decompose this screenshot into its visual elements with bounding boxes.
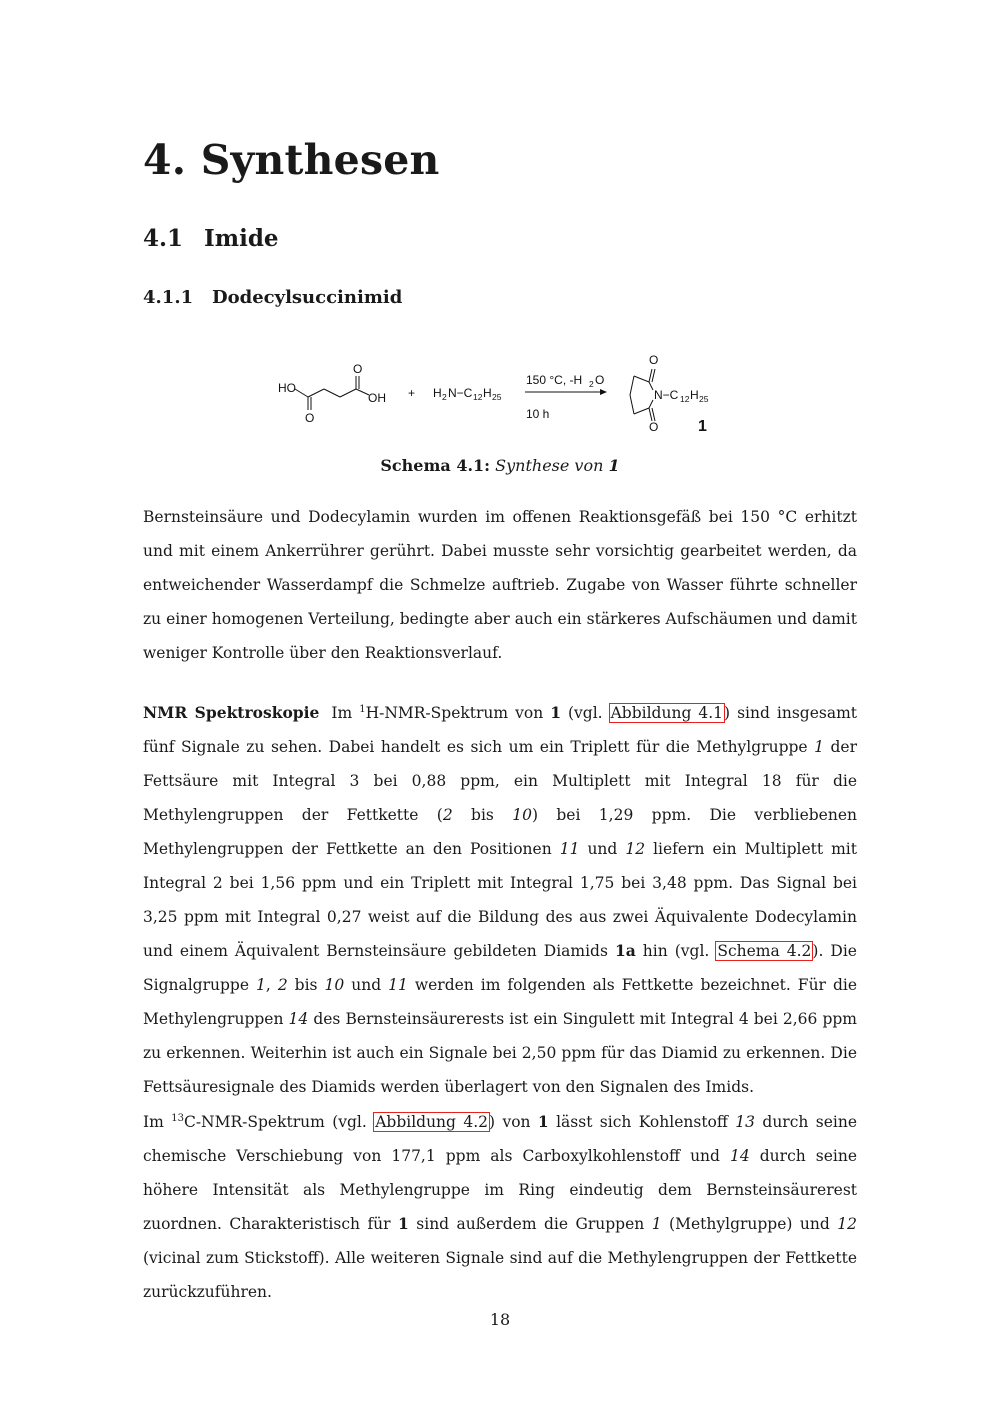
text-run: bis	[452, 806, 513, 824]
reactant2-h: H	[433, 386, 442, 400]
position-ref: 1	[814, 738, 824, 756]
position-ref: 14	[288, 1010, 309, 1028]
position-ref: 1	[651, 1215, 662, 1233]
caption-compound: 1	[608, 456, 620, 475]
text-run: Im	[143, 1113, 172, 1131]
text-run: des Bernsteinsäurerests ist ein Singulett mit Integral 4 bei 2,66 ppm zu erkennen. Weiterhin ist auch ein Signale bei 2,50 ppm für das Diamid zu erkennen. Die Fettsäuresignale des Diamids werden überlagert von den Signalen des Imids.	[143, 1010, 857, 1096]
paragraph-nmr-13c	[143, 1105, 857, 1309]
text-run: werden im folgenden als Fettkette bezeichnet. Für die Methylengruppen	[143, 976, 857, 1028]
chapter-title-text: Synthesen	[200, 136, 440, 184]
reactant1-o-top: O	[353, 362, 363, 376]
link-abbildung-4-2[interactable]: Abbildung 4.2	[375, 1113, 489, 1131]
reactant2-sub3: 25	[492, 392, 502, 402]
superscript: 1	[359, 704, 366, 715]
position-ref: 2	[442, 806, 453, 824]
section-number: 4.1	[143, 225, 184, 252]
text-run: (vgl.	[560, 704, 610, 722]
text-run: der Fettsäure mit Integral 3 bei 0,88 ppm, ein Multiplett mit Integral 18 für die Methylengruppen der Fettkette (	[143, 738, 857, 824]
paragraph-run-in-heading: NMR Spektroskopie	[143, 703, 320, 722]
reactant2-h2: H	[483, 386, 492, 400]
text-run: und	[579, 840, 626, 858]
reaction-scheme	[270, 342, 730, 442]
text-run: bis	[287, 976, 325, 994]
reaction-conditions-top	[526, 373, 604, 389]
compound-ref: 1	[550, 703, 561, 722]
reactant2-sub1: 2	[442, 392, 447, 402]
position-ref: 11	[559, 840, 580, 858]
text-run: ) sind insgesamt fünf Signale zu sehen. Dabei handelt es sich um ein Triplett für die Methylgruppe	[143, 704, 858, 756]
product-nc: N−C	[654, 388, 679, 402]
condition-time: 10 h	[526, 407, 550, 421]
scheme-caption	[0, 454, 1000, 478]
product-sub1: 12	[680, 394, 690, 404]
position-ref: 10	[324, 976, 345, 994]
link-schema-4-2[interactable]: Schema 4.2	[717, 942, 812, 960]
text-run: (vicinal zum Stickstoff). Alle weiteren Signale sind auf die Methylengruppen der Fettkette zurückzuführen.	[143, 1249, 857, 1301]
product-o-bottom: O	[649, 420, 659, 434]
link-abbildung-4-1[interactable]: Abbildung 4.1	[610, 704, 724, 722]
condition-temperature: 150 °C, -H	[526, 373, 583, 387]
condition-water-sub: 2	[589, 379, 594, 389]
caption-text: Synthese von	[495, 456, 604, 475]
subsection-number: 4.1.1	[143, 287, 194, 308]
text-run: liefern ein Multiplett mit Integral 2 bei 1,56 ppm und ein Triplett mit Integral 1,75 bei 3,48 ppm. Das Signal bei 3,25 ppm mit Integral 0,27 weist auf die Bildung des aus zwei Äquivalente Dodecylamin und einem Äquivalent Bernsteinsäure gebildeten Diamids	[143, 840, 857, 960]
product-sub2: 25	[699, 394, 709, 404]
position-ref: 1	[256, 976, 266, 994]
text-run: ) bei 1,29 ppm. Die verbliebenen Methylengruppen der Fettkette an den Positionen	[143, 806, 857, 858]
reactant1-ho: HO	[278, 381, 296, 395]
position-ref: 12	[837, 1215, 857, 1233]
paragraph-nmr-1h	[143, 696, 857, 1104]
subsection-title-text: Dodecylsuccinimid	[212, 287, 403, 308]
section-title-text: Imide	[204, 225, 279, 252]
text-run: ). Die Signalgruppe	[143, 942, 857, 994]
succinic-acid-structure	[295, 376, 369, 410]
reactant1-o-bottom: O	[305, 411, 315, 425]
position-ref: 2	[277, 976, 288, 994]
text-run: Im	[331, 704, 360, 722]
product-o-top: O	[649, 353, 659, 367]
compound-ref: 1	[537, 1112, 549, 1131]
position-ref: 10	[512, 806, 532, 824]
position-ref: 12	[625, 840, 646, 858]
text-run: lässt sich Kohlenstoff	[548, 1113, 736, 1131]
text-run: und	[344, 976, 389, 994]
dodecylamine-formula	[433, 386, 502, 402]
chapter-number: 4.	[143, 136, 187, 184]
page-number: 18	[489, 1310, 511, 1329]
section-title	[143, 224, 279, 254]
superscript: 13	[171, 1113, 184, 1124]
text-run: sind außerdem die Gruppen	[408, 1215, 652, 1233]
reactant2-nc: N−C	[448, 386, 473, 400]
product-compound-label: 1	[698, 418, 707, 435]
position-ref: 11	[388, 976, 408, 994]
condition-water-o: O	[595, 373, 605, 387]
reaction-arrow	[525, 389, 607, 395]
reactant1-oh: OH	[368, 391, 386, 405]
reactant2-sub2: 12	[473, 392, 483, 402]
compound-ref: 1a	[614, 941, 636, 960]
plus-sign: +	[408, 386, 416, 400]
text-run: ) von	[489, 1113, 538, 1131]
text-run: durch seine höhere Intensität als Methylengruppe im Ring eindeutig dem Bernsteinsäurerest zuordnen. Charakteristisch für	[143, 1147, 858, 1233]
paragraph-synthesis: Bernsteinsäure und Dodecylamin wurden im offenen Reaktionsgefäß bei 150 °C erhitzt und mit einem Ankerrührer gerührt. Dabei musste sehr vorsichtig gearbeitet werden, da entweichender Wasserdampf die Schmelze auftrieb. Zugabe von Wasser führte schneller zu einer homogenen Verteilung, bedingte aber auch ein stärkeres Aufschäumen und damit weniger Kontrolle über den Reaktionsverlauf.	[143, 508, 857, 662]
text-run: hin (vgl.	[635, 942, 717, 960]
product-substituent	[654, 388, 709, 404]
text-run: C-NMR-Spektrum (vgl.	[183, 1113, 375, 1131]
position-ref: 13	[735, 1113, 756, 1131]
succinimide-structure	[630, 369, 655, 421]
text-run: ,	[265, 976, 278, 994]
product-h: H	[690, 388, 699, 402]
text-run: (Methylgruppe) und	[661, 1215, 838, 1233]
compound-ref: 1	[398, 1214, 409, 1233]
text-run: durch seine chemische Verschiebung von 177,1 ppm als Carboxylkohlenstoff und	[143, 1113, 858, 1165]
position-ref: 14	[730, 1147, 750, 1165]
text-run: H-NMR-Spektrum von	[365, 704, 551, 722]
caption-label: Schema 4.1:	[380, 456, 491, 475]
chapter-title	[143, 134, 440, 186]
subsection-title	[143, 285, 402, 311]
